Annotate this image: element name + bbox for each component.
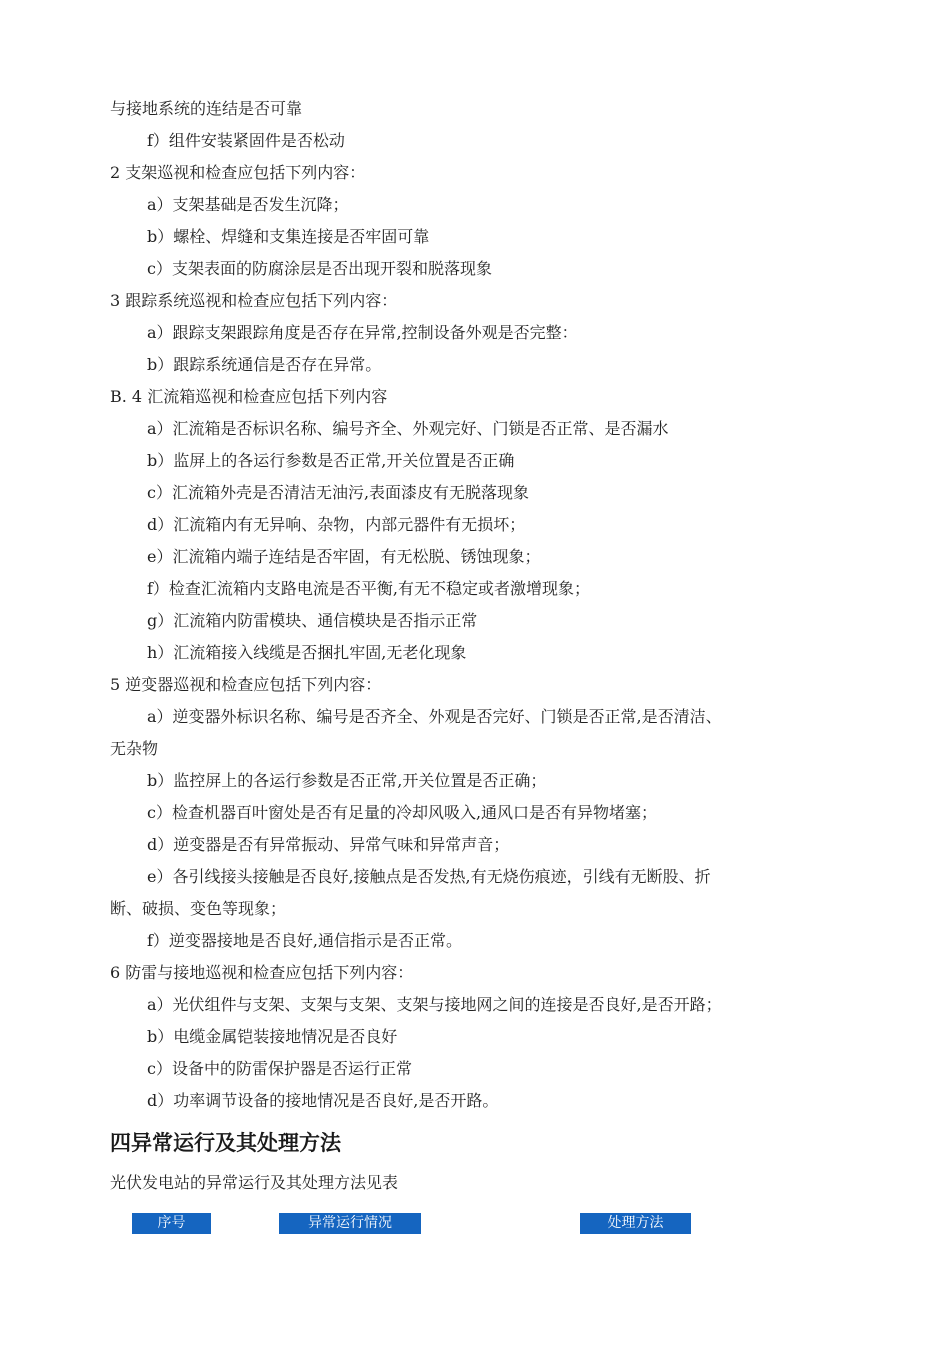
text-line: g）汇流箱内防雷模块、通信模块是否指示正常 <box>147 611 478 630</box>
text-line: c）设备中的防雷保护器是否运行正常 <box>147 1059 412 1078</box>
text-line: b）电缆金属铠装接地情况是否良好 <box>147 1027 398 1046</box>
section-line: 2 支架巡视和检查应包括下列内容： <box>110 163 366 182</box>
text-line: c）汇流箱外壳是否清洁无油污,表面漆皮有无脱落现象 <box>147 483 530 502</box>
text-line: 与接地系统的连结是否可靠 <box>110 99 303 118</box>
intro-text: 光伏发电站的异常运行及其处理方法见表 <box>110 1173 399 1192</box>
text-line: d）功率调节设备的接地情况是否良好,是否开路。 <box>147 1091 499 1110</box>
section-heading: 四异常运行及其处理方法 <box>110 1131 341 1155</box>
text-line: b）跟踪系统通信是否存在异常。 <box>147 355 382 374</box>
table-header-abnormal-condition: 异常运行情况 <box>279 1213 421 1234</box>
text-line: e）汇流箱内端子连结是否牢固，有无松脱、锈蚀现象； <box>147 547 541 566</box>
text-line: f）检查汇流箱内支路电流是否平衡,有无不稳定或者激增现象； <box>147 579 591 598</box>
text-line: d）汇流箱内有无异响、杂物，内部元器件有无损坏； <box>147 515 526 534</box>
section-line: 6 防雷与接地巡视和检查应包括下列内容： <box>110 963 414 982</box>
text-line: a）跟踪支架跟踪角度是否存在异常,控制设备外观是否完整： <box>147 323 578 342</box>
text-line: f）组件安装紧固件是否松动 <box>147 131 345 150</box>
section-line: 3 跟踪系统巡视和检查应包括下列内容： <box>110 291 398 310</box>
text-line: a）光伏组件与支架、支架与支架、支架与接地网之间的连接是否良好,是否开路； <box>147 995 722 1014</box>
text-line: h）汇流箱接入线缆是否捆扎牢固,无老化现象 <box>147 643 467 662</box>
text-line: e）各引线接头接触是否良好,接触点是否发热,有无烧伤痕迹，引线有无断股、折 <box>147 867 711 886</box>
text-line: c）支架表面的防腐涂层是否出现开裂和脱落现象 <box>147 259 492 278</box>
text-line: b）螺栓、焊缝和支集连接是否牢固可靠 <box>147 227 430 246</box>
text-line: b）监屏上的各运行参数是否正常,开关位置是否正确 <box>147 451 515 470</box>
text-line: f）逆变器接地是否良好,通信指示是否正常。 <box>147 931 463 950</box>
text-line: a）汇流箱是否标识名称、编号齐全、外观完好、门锁是否正常、是否漏水 <box>147 419 669 438</box>
text-line: a）逆变器外标识名称、编号是否齐全、外观是否完好、门锁是否正常,是否清洁、 <box>147 707 722 726</box>
section-line: 5 逆变器巡视和检查应包括下列内容： <box>110 675 382 694</box>
text-line: b）监控屏上的各运行参数是否正常,开关位置是否正确； <box>147 771 547 790</box>
table-header-index: 序号 <box>132 1213 211 1234</box>
text-line: 无杂物 <box>110 739 159 758</box>
text-line: c）检查机器百叶窗处是否有足量的冷却风吸入,通风口是否有异物堵塞； <box>147 803 658 822</box>
section-line: B. 4 汇流箱巡视和检查应包括下列内容 <box>110 387 388 406</box>
text-line: d）逆变器是否有异常振动、异常气味和异常声音； <box>147 835 510 854</box>
table-header-handling-method: 处理方法 <box>580 1213 691 1234</box>
text-line: 断、破损、变色等现象； <box>110 899 287 918</box>
text-line: a）支架基础是否发生沉降； <box>147 195 349 214</box>
